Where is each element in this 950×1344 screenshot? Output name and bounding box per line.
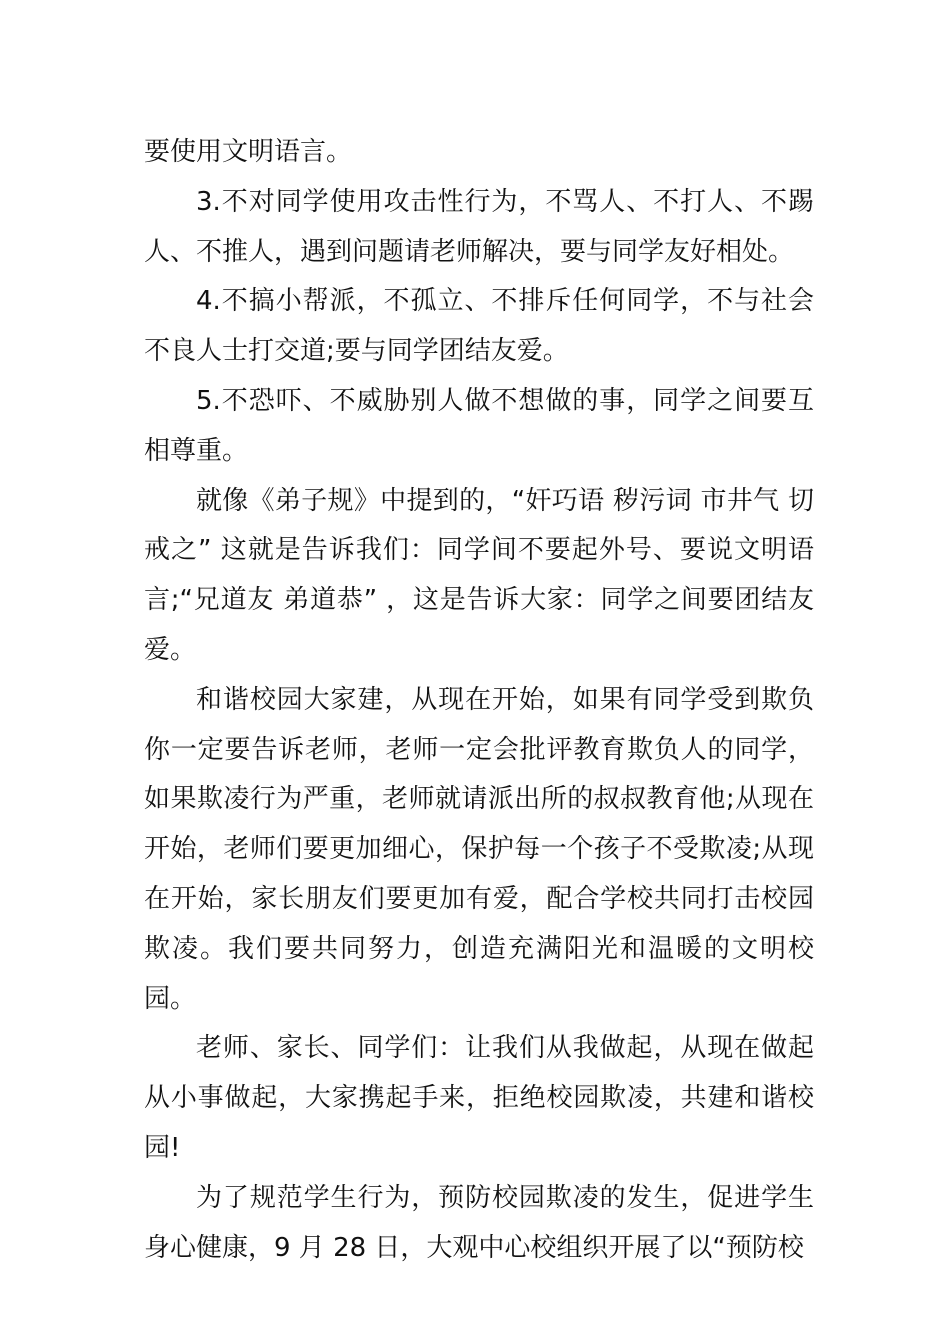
paragraph-rule-3: 3.不对同学使用攻击性行为，不骂人、不打人、不踢人、不推人，遇到问题请老师解决，要与同学友好相处。 [144,186,814,267]
paragraph-harmonious-campus: 和谐校园大家建，从现在开始，如果有同学受到欺负你一定要告诉老师，老师一定会批评教育欺负人的同学，如果欺凌行为严重，老师就请派出所的叔叔教育他;从现在开始，老师们要更加细心，保护每一个孩子不受欺凌;从现在开始，家长朋友们要更加有爱，配合学校共同打击校园欺凌。我们要共同努力，创造充满阳光和温暖的文明校园。 [144,684,814,1014]
document-body [144,128,814,1273]
paragraph-rule-5: 5.不恐吓、不威胁别人做不想做的事，同学之间要互相尊重。 [144,385,814,466]
paragraph-rule-4: 4.不搞小帮派，不孤立、不排斥任何同学，不与社会不良人士打交道;要与同学团结友爱。 [144,286,814,367]
paragraph-dizigui-quote: 就像《弟子规》中提到的，“奸巧语 秽污词 市井气 切戒之” 这就是告诉我们：同学间不要起外号、要说文明语言;“兄道友 弟道恭” ，这是告诉大家：同学之间要团结友爱。 [144,485,814,665]
paragraph-continuation: 要使用文明语言。 [144,137,353,167]
paragraph-call-to-action: 老师、家长、同学们：让我们从我做起，从现在做起从小事做起，大家携起手来，拒绝校园欺凌，共建和谐校园! [144,1033,814,1163]
paragraph-event-intro: 为了规范学生行为，预防校园欺凌的发生，促进学生身心健康，9 月 28 日，大观中心校组织开展了以“预防校 [144,1182,814,1263]
